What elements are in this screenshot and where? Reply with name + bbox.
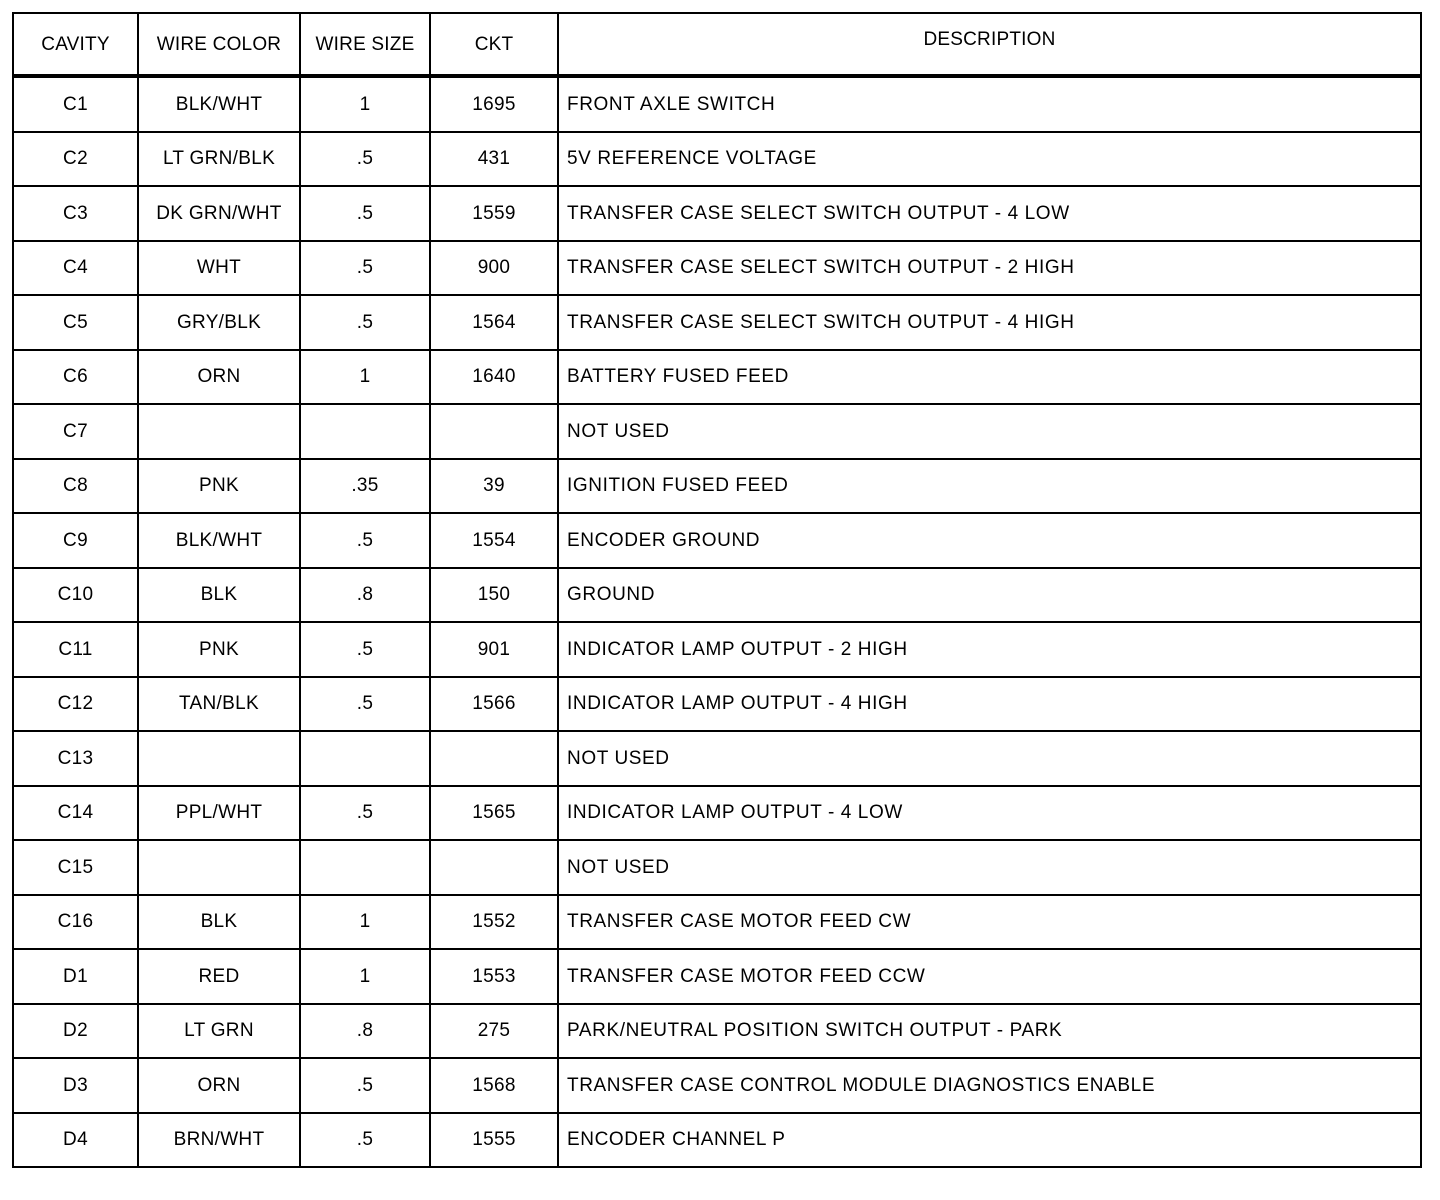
table-row [13,186,1421,241]
cell-wire-color: ORN [138,350,300,405]
cell-wire-size: .5 [300,513,430,568]
cell-ckt: 1564 [430,295,558,350]
cell-description: NOT USED [558,840,1421,895]
cell-ckt: 1553 [430,949,558,1004]
cell-wire-size: .5 [300,622,430,677]
cell-description: TRANSFER CASE SELECT SWITCH OUTPUT - 2 HIGH [558,241,1421,296]
cell-description: TRANSFER CASE CONTROL MODULE DIAGNOSTICS ENABLE [558,1058,1421,1113]
table-row [13,295,1421,350]
cell-cavity: C7 [13,404,138,459]
cell-description: INDICATOR LAMP OUTPUT - 4 LOW [558,786,1421,841]
cell-description: FRONT AXLE SWITCH [558,76,1421,132]
cell-ckt: 900 [430,241,558,296]
cell-ckt: 150 [430,568,558,623]
connector-pinout-table-wrapper [12,12,1420,1168]
cell-cavity: D4 [13,1113,138,1168]
cell-description: INDICATOR LAMP OUTPUT - 2 HIGH [558,622,1421,677]
header-wire-size: WIRE SIZE [300,13,430,76]
cell-wire-size: .8 [300,568,430,623]
table-row [13,677,1421,732]
cell-cavity: C16 [13,895,138,950]
connector-pinout-table [12,12,1422,1168]
cell-wire-size [300,731,430,786]
cell-cavity: C6 [13,350,138,405]
cell-ckt: 39 [430,459,558,514]
cell-cavity: C8 [13,459,138,514]
cell-wire-size [300,404,430,459]
table-row [13,513,1421,568]
cell-wire-color: WHT [138,241,300,296]
cell-description: TRANSFER CASE SELECT SWITCH OUTPUT - 4 HIGH [558,295,1421,350]
cell-wire-color: RED [138,949,300,1004]
cell-wire-color: PNK [138,622,300,677]
header-description: DESCRIPTION [558,13,1421,76]
cell-description: NOT USED [558,404,1421,459]
cell-wire-color: PPL/WHT [138,786,300,841]
cell-wire-color: ORN [138,1058,300,1113]
cell-cavity: C2 [13,132,138,187]
cell-ckt: 1554 [430,513,558,568]
cell-cavity: C12 [13,677,138,732]
cell-wire-color: LT GRN [138,1004,300,1059]
cell-wire-color [138,731,300,786]
table-row [13,1058,1421,1113]
cell-description: PARK/NEUTRAL POSITION SWITCH OUTPUT - PARK [558,1004,1421,1059]
table-row [13,568,1421,623]
cell-wire-color: BRN/WHT [138,1113,300,1168]
cell-cavity: C5 [13,295,138,350]
cell-description: TRANSFER CASE SELECT SWITCH OUTPUT - 4 LOW [558,186,1421,241]
cell-wire-size: .5 [300,241,430,296]
cell-ckt [430,404,558,459]
table-row [13,840,1421,895]
cell-description: 5V REFERENCE VOLTAGE [558,132,1421,187]
header-ckt: CKT [430,13,558,76]
cell-cavity: C3 [13,186,138,241]
cell-wire-size [300,840,430,895]
cell-cavity: C1 [13,76,138,132]
cell-ckt: 1695 [430,76,558,132]
cell-cavity: D1 [13,949,138,1004]
table-row [13,76,1421,132]
cell-wire-color: BLK [138,568,300,623]
cell-ckt: 431 [430,132,558,187]
cell-ckt: 1568 [430,1058,558,1113]
cell-wire-color: BLK [138,895,300,950]
cell-ckt: 1640 [430,350,558,405]
cell-cavity: D3 [13,1058,138,1113]
cell-ckt: 1559 [430,186,558,241]
table-row [13,786,1421,841]
table-row [13,1113,1421,1168]
cell-ckt [430,840,558,895]
cell-wire-size: .5 [300,677,430,732]
cell-wire-color: DK GRN/WHT [138,186,300,241]
cell-wire-color: LT GRN/BLK [138,132,300,187]
cell-wire-color [138,840,300,895]
cell-cavity: C11 [13,622,138,677]
table-row [13,1004,1421,1059]
cell-description: BATTERY FUSED FEED [558,350,1421,405]
header-wire-color: WIRE COLOR [138,13,300,76]
cell-wire-size: .5 [300,186,430,241]
cell-wire-size: 1 [300,895,430,950]
cell-wire-color: BLK/WHT [138,513,300,568]
cell-ckt: 1555 [430,1113,558,1168]
cell-wire-color: PNK [138,459,300,514]
table-row [13,949,1421,1004]
cell-wire-size: .5 [300,786,430,841]
cell-description: ENCODER CHANNEL P [558,1113,1421,1168]
cell-wire-size: .35 [300,459,430,514]
cell-cavity: D2 [13,1004,138,1059]
cell-cavity: C13 [13,731,138,786]
cell-description: ENCODER GROUND [558,513,1421,568]
cell-wire-size: 1 [300,949,430,1004]
table-row [13,350,1421,405]
cell-cavity: C4 [13,241,138,296]
cell-ckt: 275 [430,1004,558,1059]
table-body [13,76,1421,1167]
header-row [13,13,1421,76]
cell-cavity: C14 [13,786,138,841]
cell-wire-size: .5 [300,295,430,350]
table-row [13,404,1421,459]
table-header [13,13,1421,76]
cell-wire-size: 1 [300,76,430,132]
cell-wire-size: .8 [300,1004,430,1059]
cell-wire-size: .5 [300,132,430,187]
cell-cavity: C15 [13,840,138,895]
cell-cavity: C9 [13,513,138,568]
cell-description: TRANSFER CASE MOTOR FEED CCW [558,949,1421,1004]
cell-cavity: C10 [13,568,138,623]
table-row [13,132,1421,187]
cell-description: NOT USED [558,731,1421,786]
cell-description: INDICATOR LAMP OUTPUT - 4 HIGH [558,677,1421,732]
table-row [13,622,1421,677]
cell-wire-color: BLK/WHT [138,76,300,132]
table-row [13,241,1421,296]
cell-wire-size: .5 [300,1058,430,1113]
cell-ckt: 1565 [430,786,558,841]
cell-ckt [430,731,558,786]
table-row [13,731,1421,786]
cell-ckt: 901 [430,622,558,677]
cell-wire-size: 1 [300,350,430,405]
cell-description: TRANSFER CASE MOTOR FEED CW [558,895,1421,950]
header-cavity: CAVITY [13,13,138,76]
cell-ckt: 1552 [430,895,558,950]
cell-ckt: 1566 [430,677,558,732]
cell-description: IGNITION FUSED FEED [558,459,1421,514]
cell-description: GROUND [558,568,1421,623]
cell-wire-color: GRY/BLK [138,295,300,350]
cell-wire-color: TAN/BLK [138,677,300,732]
table-row [13,459,1421,514]
cell-wire-color [138,404,300,459]
cell-wire-size: .5 [300,1113,430,1168]
table-row [13,895,1421,950]
